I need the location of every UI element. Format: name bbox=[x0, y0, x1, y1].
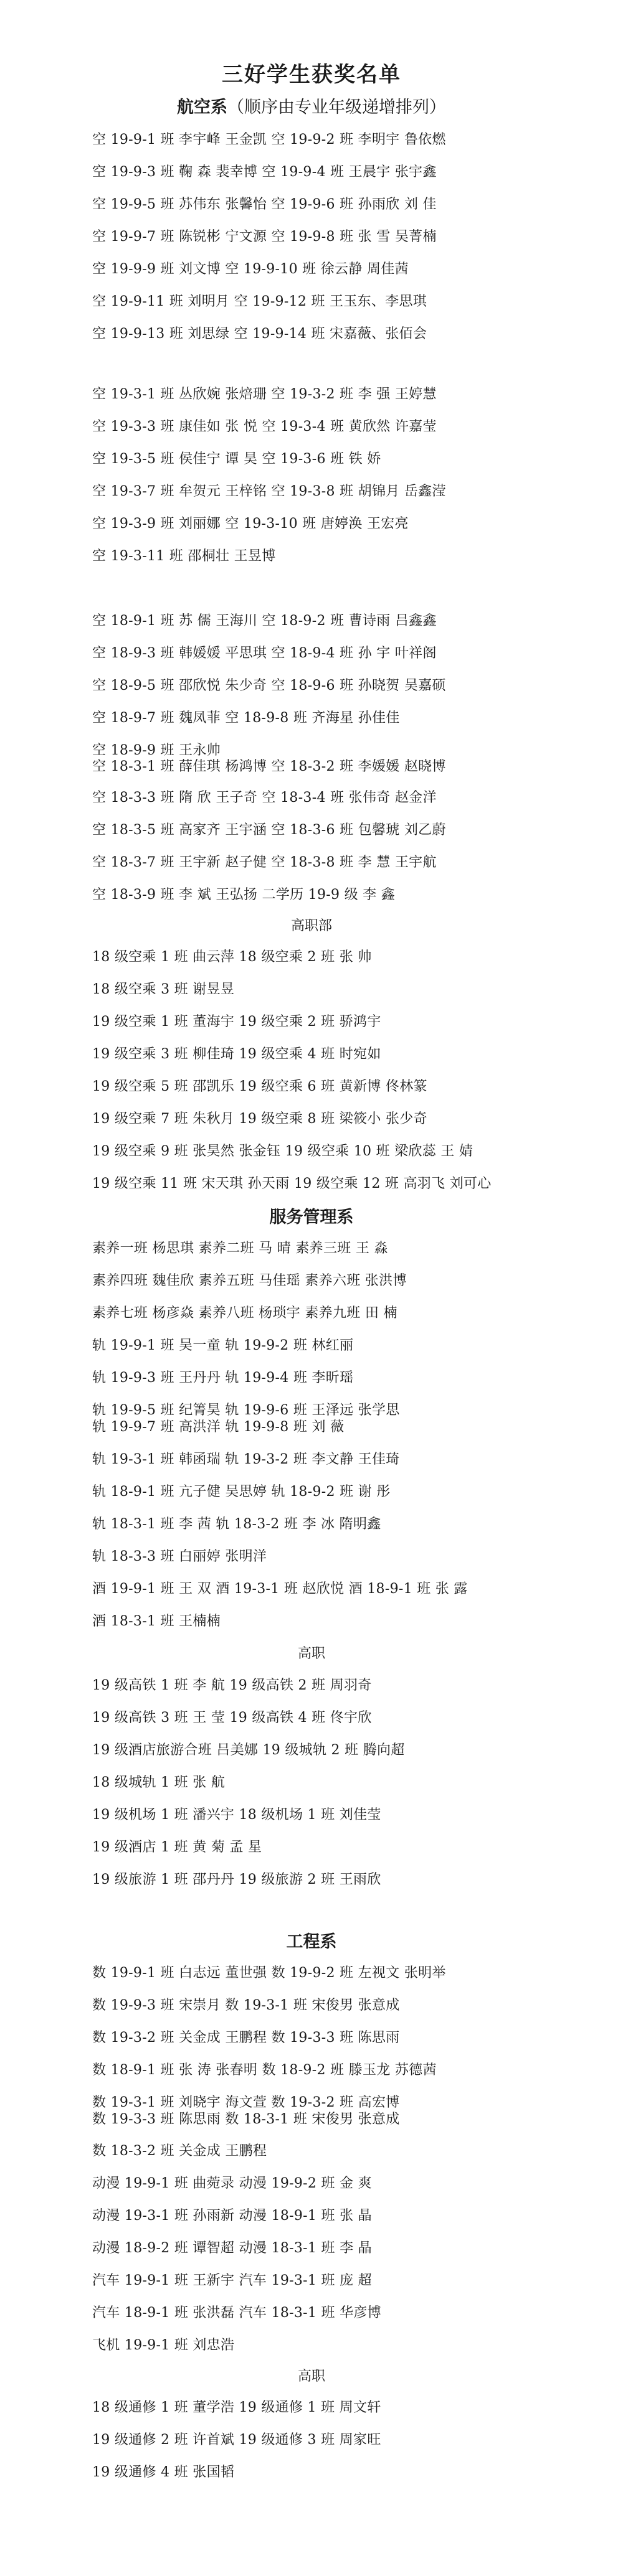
department-name: 工程系 bbox=[286, 1932, 337, 1952]
list-item: 酒 19-9-1 班 王 双 酒 19-3-1 班 赵欣悦 酒 18-9-1 班 张 露 bbox=[92, 1581, 468, 1597]
list-item: 空 19-9-11 班 刘明月 空 19-9-12 班 王玉东、李思琪 bbox=[92, 294, 427, 309]
list-item: 18 级空乘 1 班 曲云萍 18 级空乘 2 班 张 帅 bbox=[92, 949, 372, 965]
list-item: 动漫 19-9-1 班 曲菀录 动漫 19-9-2 班 金 爽 bbox=[92, 2176, 372, 2191]
list-item: 轨 19-9-1 班 吴一童 轨 19-9-2 班 林红丽 bbox=[92, 1338, 354, 1353]
list-item: 19 级空乘 3 班 柳佳琦 19 级空乘 4 班 时宛如 bbox=[92, 1046, 381, 1062]
list-item: 空 19-9-9 班 刘文博 空 19-9-10 班 徐云静 周佳茜 bbox=[92, 261, 409, 277]
list-item: 空 18-9-5 班 邵欣悦 朱少奇 空 18-9-6 班 孙晓贺 吴嘉硕 bbox=[92, 678, 446, 693]
list-item: 空 19-9-7 班 陈锐彬 宁文源 空 19-9-8 班 张 雪 吴菁楠 bbox=[92, 229, 437, 245]
list-item: 空 19-3-7 班 牟贺元 王梓铭 空 19-3-8 班 胡锦月 岳鑫滢 bbox=[92, 484, 446, 499]
list-item: 空 18-9-7 班 魏凤菲 空 18-9-8 班 齐海星 孙佳佳 bbox=[92, 710, 400, 726]
list-item: 19 级高铁 1 班 李 航 19 级高铁 2 班 周羽奇 bbox=[92, 1678, 372, 1693]
list-item: 19 级空乘 9 班 张昊然 张金钰 19 级空乘 10 班 梁欣蕊 王 婧 bbox=[92, 1144, 473, 1159]
list-item: 空 19-3-11 班 邵桐壮 王昱博 bbox=[92, 548, 276, 564]
list-item: 数 19-9-3 班 宋崇月 数 19-3-1 班 宋俊男 张意成 bbox=[92, 1998, 400, 2013]
list-item: 素养一班 杨思琪 素养二班 马 晴 素养三班 王 淼 bbox=[92, 1241, 388, 1256]
list-item: 空 19-3-1 班 丛欣婉 张焙珊 空 19-3-2 班 李 强 王婷慧 bbox=[92, 387, 437, 402]
list-item: 空 19-3-5 班 侯佳宁 谭 昊 空 19-3-6 班 铁 娇 bbox=[92, 451, 381, 467]
list-item: 空 19-3-3 班 康佳如 张 悦 空 19-3-4 班 黄欣然 许嘉莹 bbox=[92, 419, 437, 435]
list-item: 酒 18-3-1 班 王楠楠 bbox=[92, 1614, 221, 1629]
list-item: 轨 19-3-1 班 韩函瑞 轨 19-3-2 班 李文静 王佳琦 bbox=[92, 1452, 400, 1467]
list-item: 空 18-3-3 班 隋 欣 王子奇 空 18-3-4 班 张伟奇 赵金洋 bbox=[92, 790, 437, 806]
list-item: 动漫 18-9-2 班 谭智超 动漫 18-3-1 班 李 晶 bbox=[92, 2240, 372, 2256]
list-item: 19 级酒店旅游合班 吕美娜 19 级城轨 2 班 腾向超 bbox=[92, 1742, 405, 1758]
list-item: 空 19-9-1 班 李宇峰 王金凯 空 19-9-2 班 李明宇 鲁依燃 bbox=[92, 132, 446, 148]
list-item: 动漫 19-3-1 班 孙雨新 动漫 18-9-1 班 张 晶 bbox=[92, 2208, 372, 2224]
department-heading bbox=[0, 1928, 623, 1952]
department-name: 服务管理系 bbox=[269, 1208, 354, 1227]
list-item: 19 级空乘 11 班 宋天琪 孙天雨 19 级空乘 12 班 高羽飞 刘可心 bbox=[92, 1176, 492, 1192]
sub-heading: 高职 bbox=[297, 1646, 325, 1662]
list-item: 轨 19-9-7 班 高洪洋 轨 19-9-8 班 刘 薇 bbox=[92, 1419, 345, 1435]
list-item: 素养四班 魏佳欣 素养五班 马佳瑶 素养六班 张洪博 bbox=[92, 1273, 407, 1289]
list-item: 18 级空乘 3 班 谢昱昱 bbox=[92, 982, 235, 997]
list-item: 轨 18-9-1 班 亢子健 吴思婷 轨 18-9-2 班 谢 彤 bbox=[92, 1484, 391, 1500]
department-name: 航空系 bbox=[177, 98, 227, 117]
list-item: 轨 18-3-3 班 白丽婷 张明洋 bbox=[92, 1549, 267, 1564]
list-item: 19 级空乘 1 班 董海宇 19 级空乘 2 班 骄鸿宇 bbox=[92, 1014, 381, 1030]
list-item: 19 级酒店 1 班 黄 菊 孟 星 bbox=[92, 1840, 262, 1855]
list-item: 数 18-3-2 班 关金成 王鹏程 bbox=[92, 2143, 267, 2159]
list-item: 空 18-3-7 班 王宇新 赵子健 空 18-3-8 班 李 慧 王宇航 bbox=[92, 855, 437, 870]
department-heading bbox=[0, 93, 623, 118]
list-item: 轨 18-3-1 班 李 茜 轨 18-3-2 班 李 冰 隋明鑫 bbox=[92, 1516, 381, 1532]
list-item: 空 18-9-3 班 韩媛媛 平思琪 空 18-9-4 班 孙 宇 叶祥阁 bbox=[92, 646, 437, 661]
list-item: 空 18-9-9 班 王永帅 bbox=[92, 743, 221, 758]
list-item: 18 级城轨 1 班 张 航 bbox=[92, 1775, 226, 1790]
list-item: 19 级通修 4 班 张国韬 bbox=[92, 2465, 235, 2480]
sub-heading: 高职部 bbox=[290, 918, 332, 934]
list-item: 空 19-3-9 班 刘丽娜 空 19-3-10 班 唐婷涣 王宏亮 bbox=[92, 516, 409, 532]
document-title: 三好学生获奖名单 bbox=[222, 62, 401, 87]
list-item: 18 级通修 1 班 董学浩 19 级通修 1 班 周文轩 bbox=[92, 2400, 381, 2415]
list-item: 空 19-9-3 班 鞠 森 裴幸博 空 19-9-4 班 王晨宇 张宇鑫 bbox=[92, 164, 437, 180]
list-item: 空 18-3-1 班 薛佳琪 杨鸿博 空 18-3-2 班 李媛媛 赵晓博 bbox=[92, 759, 446, 774]
sub-heading: 高职 bbox=[297, 2369, 325, 2384]
list-item: 飞机 19-9-1 班 刘忠浩 bbox=[92, 2338, 235, 2353]
list-item: 19 级空乘 5 班 邵凯乐 19 级空乘 6 班 黄新博 佟林篆 bbox=[92, 1079, 427, 1094]
list-item: 轨 19-9-3 班 王丹丹 轨 19-9-4 班 李昕瑶 bbox=[92, 1370, 354, 1386]
list-item: 19 级高铁 3 班 王 莹 19 级高铁 4 班 佟宇欣 bbox=[92, 1710, 372, 1726]
list-item: 19 级机场 1 班 潘兴宇 18 级机场 1 班 刘佳莹 bbox=[92, 1807, 381, 1823]
list-item: 数 19-3-3 班 陈思雨 数 18-3-1 班 宋俊男 张意成 bbox=[92, 2112, 400, 2127]
list-item: 空 18-3-5 班 高家齐 王宇涵 空 18-3-6 班 包馨琥 刘乙蔚 bbox=[92, 822, 446, 838]
list-item: 空 18-9-1 班 苏 儒 王海川 空 18-9-2 班 曹诗雨 吕鑫鑫 bbox=[92, 613, 437, 629]
list-item: 数 18-9-1 班 张 涛 张春明 数 18-9-2 班 滕玉龙 苏德茜 bbox=[92, 2062, 437, 2078]
list-item: 空 18-3-9 班 李 斌 王弘扬 二学历 19-9 级 李 鑫 bbox=[92, 887, 396, 903]
list-item: 数 19-3-1 班 刘晓宇 海文萱 数 19-3-2 班 高宏博 bbox=[92, 2095, 400, 2110]
list-item: 素养七班 杨彦焱 素养八班 杨琐宇 素养九班 田 楠 bbox=[92, 1305, 397, 1321]
list-item: 汽车 19-9-1 班 王新宇 汽车 19-3-1 班 庞 超 bbox=[92, 2273, 372, 2288]
list-item: 19 级空乘 7 班 朱秋月 19 级空乘 8 班 梁筱小 张少奇 bbox=[92, 1111, 427, 1127]
ordering-note: （顺序由专业年级递增排列） bbox=[227, 98, 446, 117]
list-item: 空 19-9-5 班 苏伟东 张馨怡 空 19-9-6 班 孙雨欣 刘 佳 bbox=[92, 197, 437, 212]
list-item: 19 级通修 2 班 许首斌 19 级通修 3 班 周家旺 bbox=[92, 2432, 381, 2448]
list-item: 汽车 18-9-1 班 张洪磊 汽车 18-3-1 班 华彦博 bbox=[92, 2305, 381, 2321]
list-item: 轨 19-9-5 班 纪箐昊 轨 19-9-6 班 王泽远 张学思 bbox=[92, 1403, 400, 1418]
department-heading bbox=[0, 1203, 623, 1228]
list-item: 19 级旅游 1 班 邵丹丹 19 级旅游 2 班 王雨欣 bbox=[92, 1872, 381, 1887]
list-item: 数 19-9-1 班 白志远 董世强 数 19-9-2 班 左视文 张明举 bbox=[92, 1965, 446, 1981]
list-item: 空 19-9-13 班 刘思绿 空 19-9-14 班 宋嘉薇、张佰会 bbox=[92, 326, 427, 342]
list-item: 数 19-3-2 班 关金成 王鹏程 数 19-3-3 班 陈思雨 bbox=[92, 2030, 400, 2046]
